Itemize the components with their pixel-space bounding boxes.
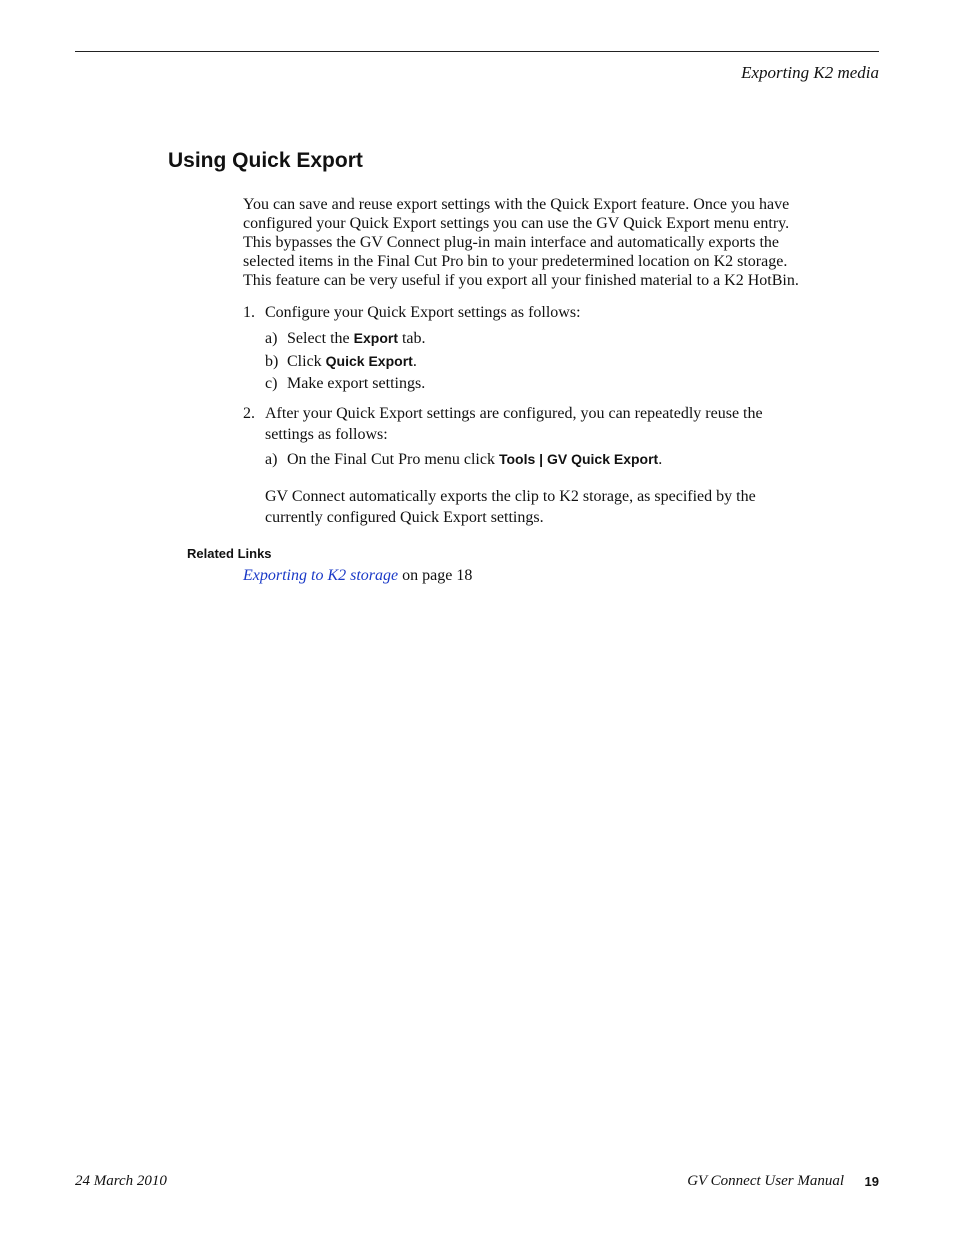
substep-text: Make export settings. [287,375,426,392]
substep-letter: c) [265,375,278,392]
substep-letter: a) [265,451,278,468]
result-line: currently configured Quick Export settings. [265,509,544,526]
step-number: 1. [243,304,255,321]
step-1 [243,302,581,323]
substep-letter: a) [265,330,278,347]
related-link-page-ref: on page 18 [398,567,473,584]
substep-1b [265,351,417,372]
substep-text: On the Final Cut Pro menu click [287,451,499,468]
ui-term-quick-export: Quick Export [325,353,413,369]
related-link-row [243,565,472,586]
related-link-exporting-to-k2-storage[interactable]: Exporting to K2 storage [243,567,399,584]
substep-2a [265,449,662,470]
footer-page-number: 19 [864,1174,879,1189]
ui-term-tools-menu: Tools | GV Quick Export [498,451,659,467]
header-rule [75,51,879,52]
intro-line: This feature can be very useful if you export all your finished material to a K2 HotBin. [243,272,799,289]
intro-paragraph [243,195,833,290]
substep-letter: b) [265,353,279,370]
step-text: Configure your Quick Export settings as follows: [265,304,581,321]
running-head: Exporting K2 media [741,63,879,82]
intro-line: selected items in the Final Cut Pro bin to your predetermined location on K2 storage. [243,253,788,270]
step-text: After your Quick Export settings are configured, you can repeatedly reuse the [265,405,763,422]
footer-manual-title: GV Connect User Manual [687,1173,844,1189]
substep-1a [265,328,426,349]
substep-text: . [658,451,663,468]
ui-term-export-tab: Export [353,330,398,346]
step-2-result [265,486,756,528]
substep-1c [265,373,425,394]
section-title: Using Quick Export [168,149,363,172]
substep-text: tab. [397,330,426,347]
step-number: 2. [243,405,255,422]
intro-line: This bypasses the GV Connect plug-in main interface and automatically exports the [243,234,780,251]
step-2-continuation: settings as follows: [265,426,388,443]
substep-text: Click [287,353,326,370]
related-links-heading: Related Links [187,546,272,561]
substep-text: Select the [287,330,354,347]
intro-line: You can save and reuse export settings with the Quick Export feature. Once you have [243,196,790,213]
footer-date: 24 March 2010 [75,1173,167,1189]
intro-line: configured your Quick Export settings you can use the GV Quick Export menu entry. [243,215,790,232]
step-2 [243,403,763,424]
substep-text: . [412,353,417,370]
result-line: GV Connect automatically exports the clip to K2 storage, as specified by the [265,488,756,505]
